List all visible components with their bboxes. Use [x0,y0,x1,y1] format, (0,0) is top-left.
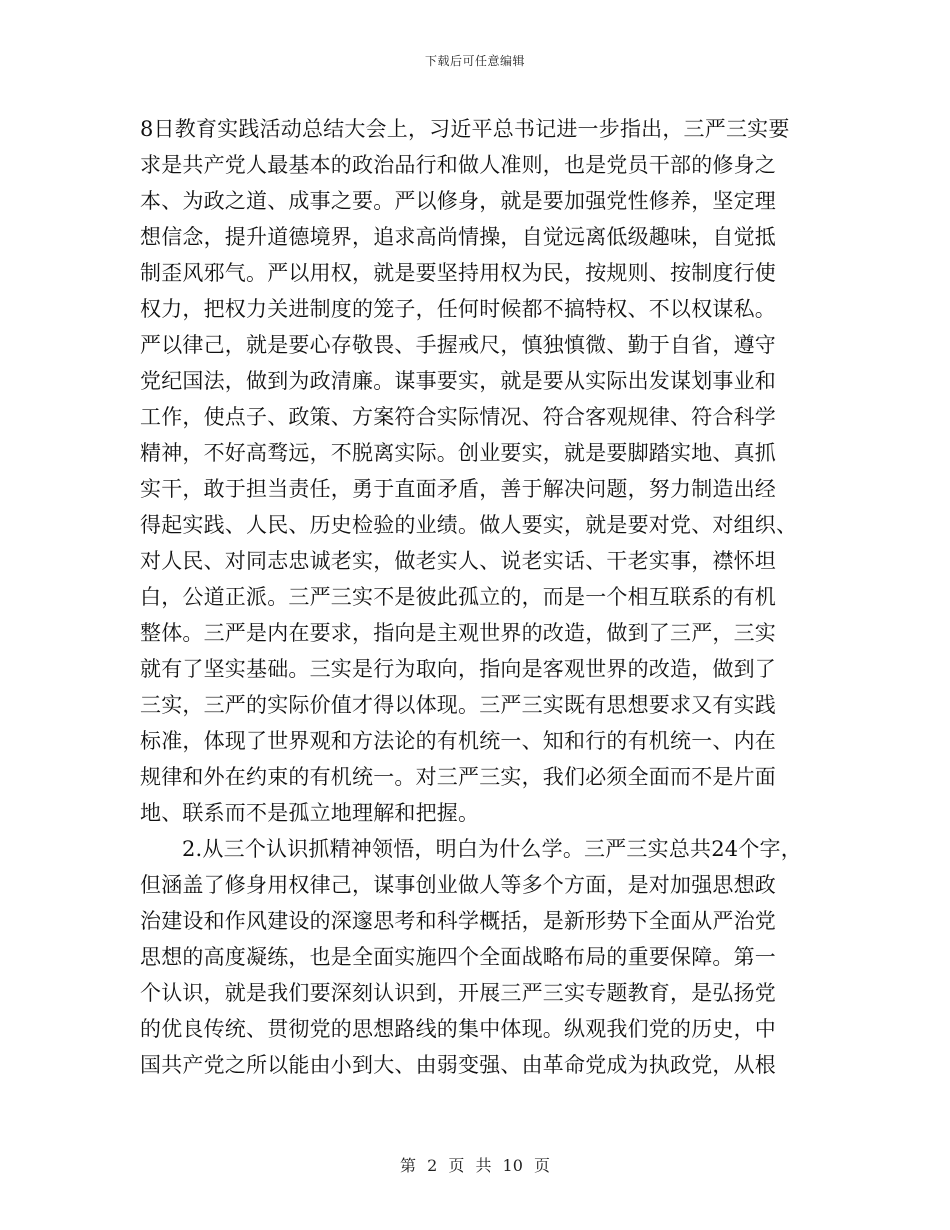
text-line: 就有了坚实基础。三实是行为取向，指向是客观世界的改造，做到了 [140,657,776,681]
text-line: 思想的高度凝练，也是全面实施四个全面战略布局的重要保障。第一 [140,945,776,969]
body-text [140,111,812,1083]
text-line: 规律和外在约束的有机统一。对三严三实，我们必须全面而不是片面 [140,765,776,789]
text-line: 想信念，提升道德境界，追求高尚情操，自觉远离低级趣味，自觉抵 [140,225,776,249]
text-line: 对人民、对同志忠诚老实，做老实人、说老实话、干老实事，襟怀坦 [140,549,776,573]
text-line: 实干，敢于担当责任，勇于直面矛盾，善于解决问题，努力制造出经 [140,477,776,501]
text-line: 严以律己，就是要心存敬畏、手握戒尺，慎独慎微、勤于自省，遵守 [140,333,776,357]
text-line: 整体。三严是内在要求，指向是主观世界的改造，做到了三严，三实 [140,621,776,645]
text-line: 治建设和作风建设的深邃思考和科学概括，是新形势下全面从严治党 [140,909,776,933]
text-line: 求是共产党人最基本的政治品行和做人准则，也是党员干部的修身之 [140,153,776,177]
text-line: 地、联系而不是孤立地理解和把握。 [140,801,480,825]
text-line: 权力，把权力关进制度的笼子，任何时候都不搞特权、不以权谋私。 [140,297,776,321]
text-line: 国共产党之所以能由小到大、由弱变强、由革命党成为执政党，从根 [140,1053,776,1077]
text-line: 本、为政之道、成事之要。严以修身，就是要加强党性修养，坚定理 [140,189,776,213]
header-note: 下载后可任意编辑 [424,54,525,68]
page-number-footer: 第 2 页 共 10 页 [400,1156,550,1175]
text-line: 三实，三严的实际价值才得以体现。三严三实既有思想要求又有实践 [140,693,776,717]
text-line: 8日教育实践活动总结大会上，习近平总书记进一步指出，三严三实要 [140,117,790,141]
text-line: 制歪风邪气。严以用权，就是要坚持用权为民，按规则、按制度行使 [140,261,776,285]
text-line: 得起实践、人民、历史检验的业绩。做人要实，就是要对党、对组织、 [140,513,798,537]
text-line: 精神，不好高骛远，不脱离实际。创业要实，就是要脚踏实地、真抓 [140,441,776,465]
text-line: 但涵盖了修身用权律己，谋事创业做人等多个方面，是对加强思想政 [140,873,776,897]
text-line: 的优良传统、贯彻党的思想路线的集中体现。纵观我们党的历史，中 [140,1017,776,1041]
text-line: 标准，体现了世界观和方法论的有机统一、知和行的有机统一、内在 [140,729,776,753]
text-line: 党纪国法，做到为政清廉。谋事要实，就是要从实际出发谋划事业和 [140,369,776,393]
text-line: 个认识，就是我们要深刻认识到，开展三严三实专题教育，是弘扬党 [140,981,776,1005]
text-line: 2.从三个认识抓精神领悟，明白为什么学。三严三实总共24个字， [182,837,802,861]
text-line: 工作，使点子、政策、方案符合实际情况、符合客观规律、符合科学 [140,405,776,429]
text-line: 白，公道正派。三严三实不是彼此孤立的，而是一个相互联系的有机 [140,585,776,609]
